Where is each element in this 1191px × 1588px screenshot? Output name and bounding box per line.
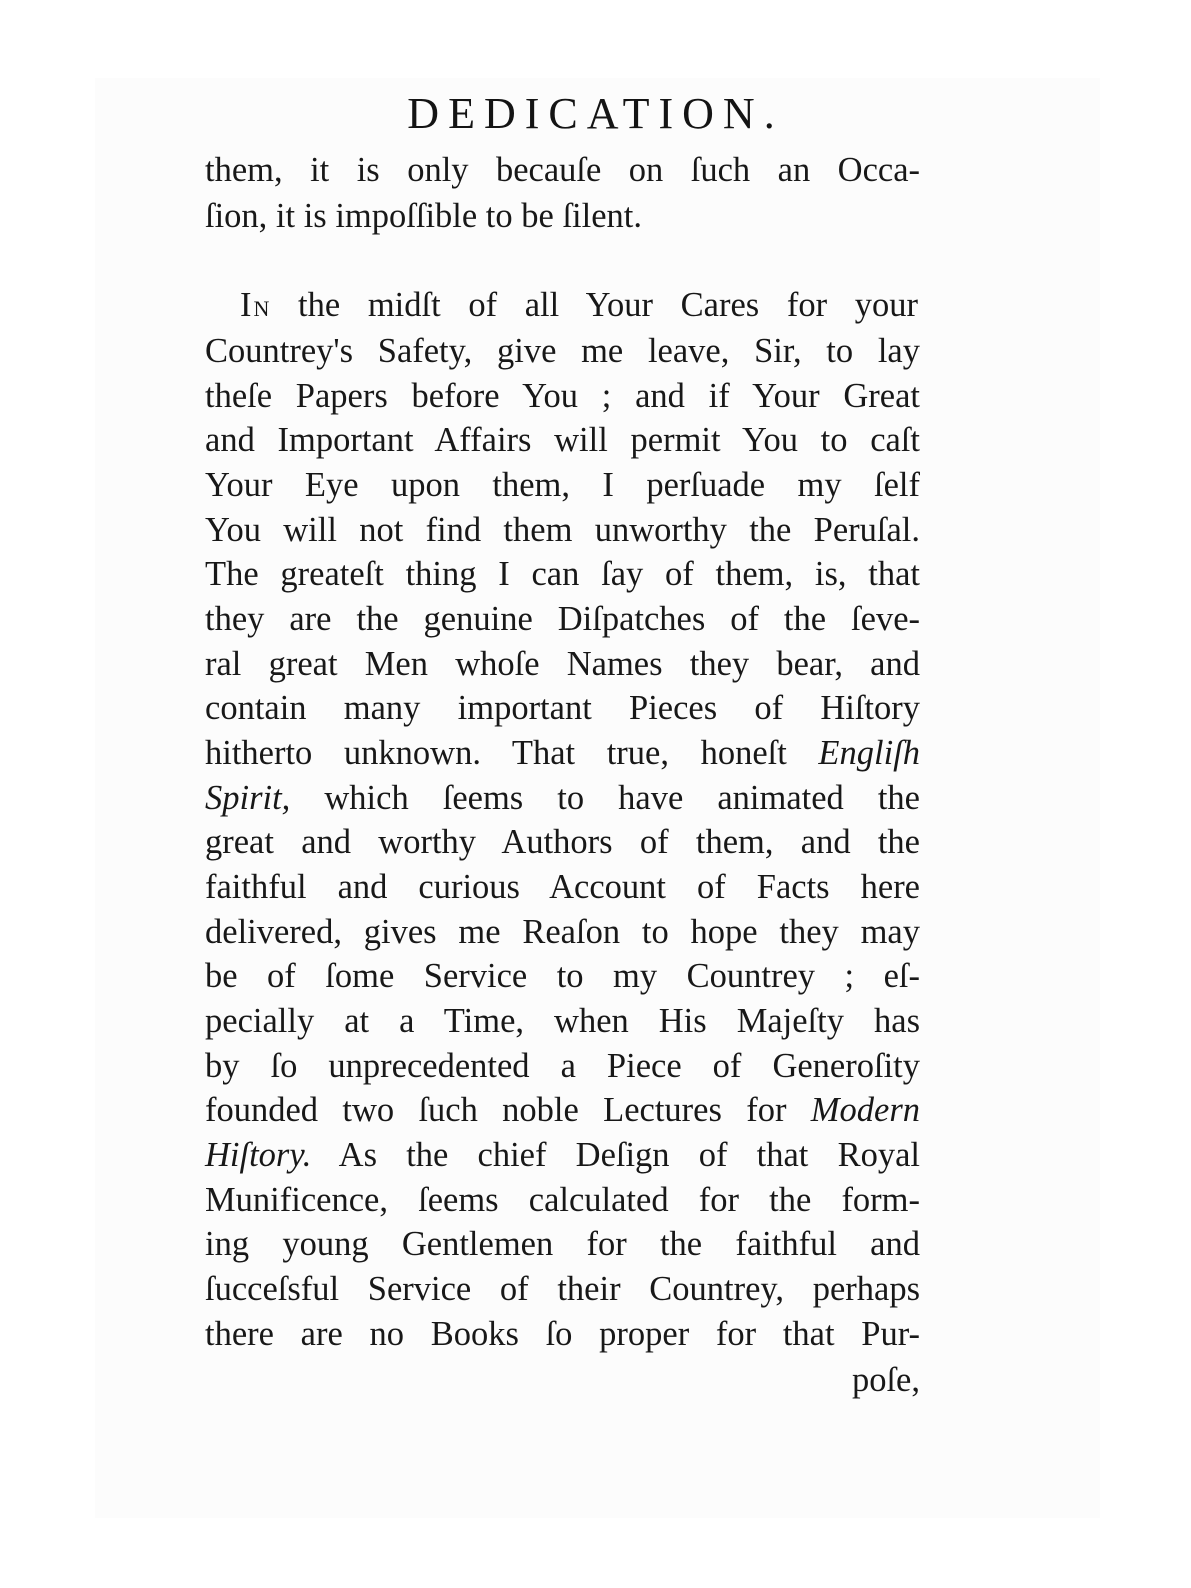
text-line: You will not find them unworthy the Peruſal. [205, 511, 920, 549]
text-line: pecially at a Time, when His Majeſty has [205, 1002, 920, 1040]
text-line: The greateſt thing I can ſay of them, is, that [205, 555, 920, 593]
italic-word: Spirit, [205, 779, 291, 817]
italic-word: Hiſtory. [205, 1136, 312, 1174]
text-line: great and worthy Authors of them, and the [205, 823, 920, 861]
small-cap: N [253, 296, 271, 321]
text-line: them, it is only becauſe on ſuch an Occa- [205, 151, 920, 189]
text-line: they are the genuine Diſpatches of the ſeve- [205, 600, 920, 638]
initial-letter: I [240, 286, 254, 324]
text-line: Your Eye upon them, I perſuade my ſelf [205, 466, 920, 504]
text-line: ſion, it is impoſſible to be ſilent. [205, 197, 642, 235]
catchword: poſe, [851, 1361, 920, 1399]
text-line [205, 1089, 920, 1131]
text-line: ing young Gentlemen for the faithful and [205, 1225, 920, 1263]
line-text: As the chief Deſign of that Royal [338, 1136, 920, 1174]
text-line: ſucceſsful Service of their Countrey, perhaps [205, 1270, 920, 1308]
first-line-rest: the midſt of all Your Cares for your [270, 286, 918, 324]
text-line: Munificence, ſeems calculated for the form- [205, 1181, 920, 1219]
text-line: be of ſome Service to my Countrey ; eſ- [205, 957, 920, 995]
line-text: which ſeems to have animated the [324, 779, 920, 817]
text-line-first [240, 284, 918, 330]
text-line: contain many important Pieces of Hiſtory [205, 689, 920, 727]
italic-word: Modern [810, 1091, 921, 1129]
text-line [205, 732, 920, 774]
text-line: theſe Papers before You ; and if Your Great [205, 377, 920, 415]
text-line: and Important Affairs will permit You to caſt [205, 421, 920, 459]
italic-word: Engliſh [818, 734, 920, 772]
running-head: DEDICATION. [407, 89, 784, 138]
line-text: hitherto unknown. That true, honeſt [205, 734, 787, 772]
text-line: by ſo unprecedented a Piece of Generoſity [205, 1047, 920, 1085]
text-line: delivered, gives me Reaſon to hope they may [205, 913, 920, 951]
line-text: founded two ſuch noble Lectures for [205, 1091, 787, 1129]
text-line [205, 1134, 920, 1176]
text-line: ral great Men whoſe Names they bear, and [205, 645, 920, 683]
text-line: faithful and curious Account of Facts here [205, 868, 920, 906]
text-line: there are no Books ſo proper for that Pur- [205, 1315, 920, 1353]
text-line [205, 777, 920, 819]
text-line: Countrey's Safety, give me leave, Sir, to lay [205, 332, 920, 370]
